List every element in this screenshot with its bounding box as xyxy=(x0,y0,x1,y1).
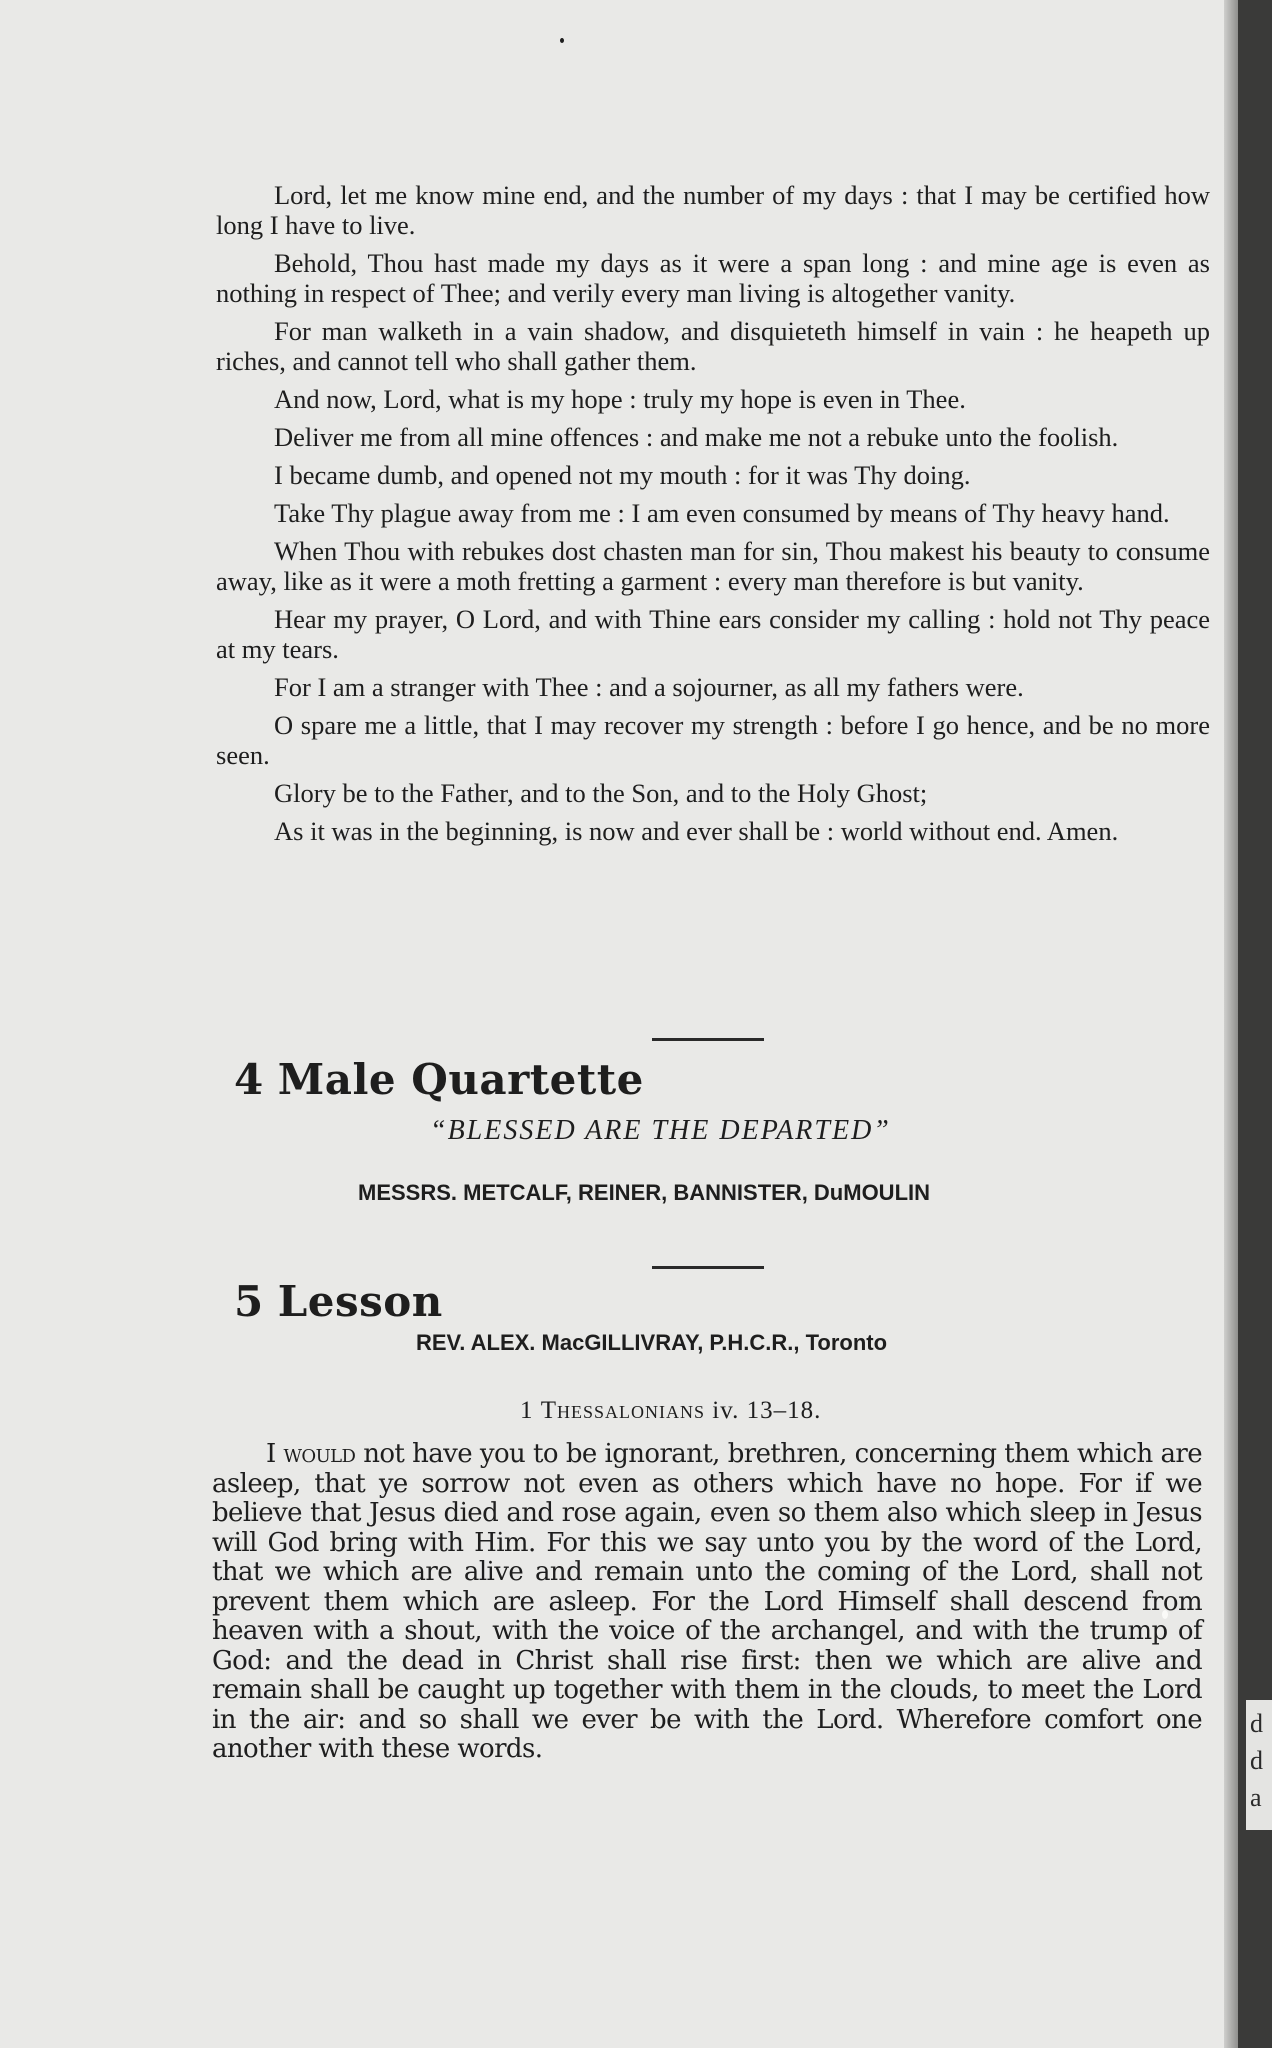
book-name: Thessalonians xyxy=(540,1397,706,1424)
psalm-verse: Lord, let me know mine end, and the number of my days : that I may be certified how long I have to live. xyxy=(216,180,1210,240)
section-title: Lesson xyxy=(277,1277,443,1326)
psalm-verse: I became dumb, and opened not my mouth : for it was Thy doing. xyxy=(274,460,971,490)
edge-letter: d xyxy=(1250,1746,1263,1775)
lesson-heading xyxy=(234,1277,443,1326)
chapter-verses: iv. 13–18. xyxy=(712,1397,822,1424)
anthem-title: “BLESSED ARE THE DEPARTED” xyxy=(430,1115,891,1146)
scripture-reference xyxy=(520,1397,821,1425)
psalm-verse: For man walketh in a vain shadow, and disquieteth himself in vain : he heapeth up riches, and cannot tell who shall gather them. xyxy=(216,316,1210,376)
psalm-verse: Deliver me from all mine offences : and make me not a rebuke unto the foolish. xyxy=(274,422,1119,452)
psalm-text xyxy=(216,180,1210,854)
section-number: 4 xyxy=(234,1055,264,1104)
lesson-body: not have you to be ignorant, brethren, concerning them which are asleep, that ye sorrow not even as others which have no hope. For if we believe that Jesus died and rose again, even so them also which sleep in Jesus will God bring with Him. For this we say unto you by the word of the Lord, that we which are alive and remain unto the coming of the Lord, shall not prevent them which are asleep. For the Lord Himself shall descend from heaven with a shout, with the voice of the archangel, and with the trump of God: and the dead in Christ shall rise first: then we which are alive and remain shall be caught up together with them in the clouds, to meet the Lord in the air: and so shall we ever be with the Lord. Wherefore comfort one another with these words. xyxy=(212,1439,1202,1764)
lesson-text xyxy=(212,1440,1202,1765)
next-page-text xyxy=(1250,1705,1272,1816)
psalm-verse: O spare me a little, that I may recover my strength : before I go hence, and be no more seen. xyxy=(216,710,1210,770)
performers: MESSRS. METCALF, REINER, BANNISTER, DuMOULIN xyxy=(358,1180,931,1205)
psalm-verse: Hear my prayer, O Lord, and with Thine ears consider my calling : hold not Thy peace at my tears. xyxy=(216,604,1210,664)
psalm-verse: As it was in the beginning, is now and ever shall be : world without end. Amen. xyxy=(274,816,1119,846)
edge-letter: d xyxy=(1250,1709,1263,1738)
psalm-verse: Behold, Thou hast made my days as it were a span long : and mine age is even as nothing in respect of Thee; and verily every man living is altogether vanity. xyxy=(216,248,1210,308)
edge-letter: a xyxy=(1250,1783,1262,1812)
psalm-verse: And now, Lord, what is my hope : truly my hope is even in Thee. xyxy=(274,384,966,414)
section-number: 5 xyxy=(234,1277,264,1326)
psalm-verse: When Thou with rebukes dost chasten man for sin, Thou makest his beauty to consume away, like as it were a moth fretting a garment : every man therefore is but vanity. xyxy=(216,536,1210,596)
psalm-verse: Take Thy plague away from me : I am even consumed by means of Thy heavy hand. xyxy=(274,498,1170,528)
psalm-verse: Glory be to the Father, and to the Son, and to the Holy Ghost; xyxy=(274,778,928,808)
section-divider xyxy=(652,1266,764,1269)
section-title: Male Quartette xyxy=(277,1055,644,1104)
section-divider xyxy=(652,1038,764,1041)
book-numeral: 1 xyxy=(520,1397,534,1424)
lesson-paragraph xyxy=(212,1440,1202,1765)
opening-words: I would xyxy=(266,1439,356,1469)
ink-speck xyxy=(560,38,564,43)
psalm-verse: For I am a stranger with Thee : and a sojourner, as all my fathers were. xyxy=(274,672,1024,702)
lesson-reader: REV. ALEX. MacGILLIVRAY, P.H.C.R., Toronto xyxy=(416,1330,888,1355)
quartette-heading xyxy=(234,1055,644,1104)
